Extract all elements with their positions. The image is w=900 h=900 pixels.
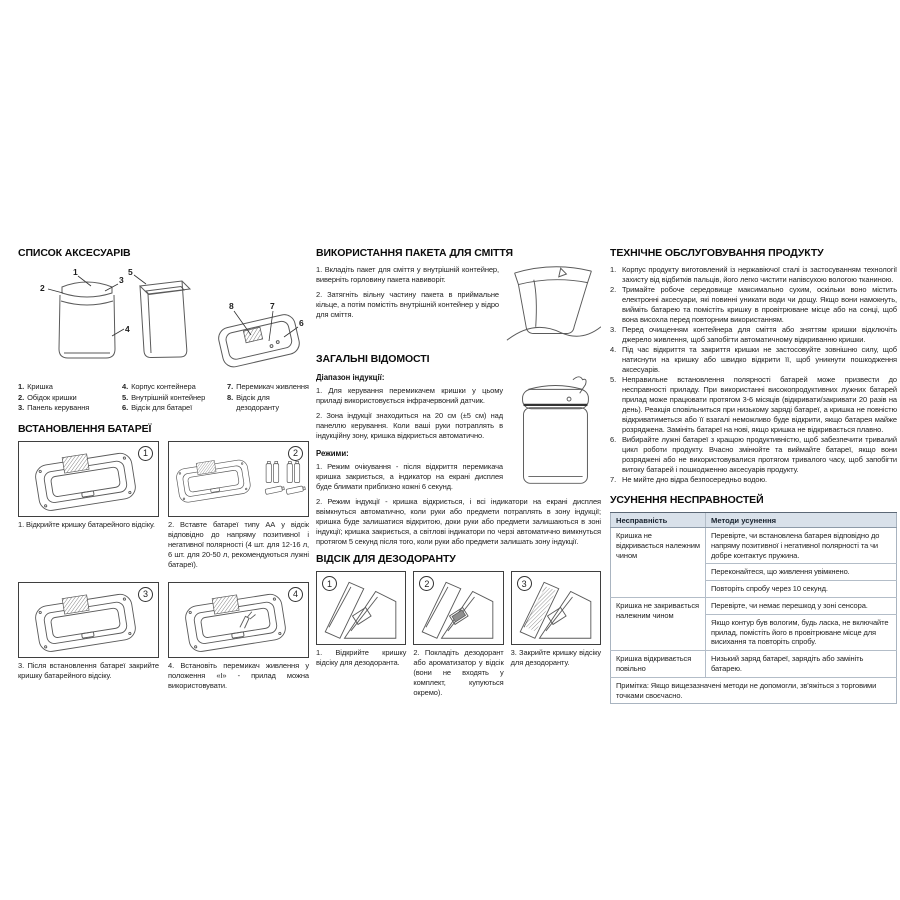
battery-title: ВСТАНОВЛЕННЯ БАТАРЕЇ — [18, 422, 152, 435]
bag-title: ВИКОРИСТАННЯ ПАКЕТА ДЛЯ СМІТТЯ — [316, 247, 513, 259]
maintenance-item: 1. Корпус продукту виготовлений із нержавіючої сталі із застосуванням технології захисту від відбитків пальців, його легко чистити напівсухою вологою тканиною. — [610, 265, 897, 284]
maintenance-item: 5. Неправильне встановлення полярності батарей може призвести до несправності приладу. При використанні високопродуктивних лужних батарей прилад може працювати протягом 3-6 місяців (відкривати/закривати 20 разів на день). Реакція сповільниться при низькому заряді батареї, а кришка не повністю відкриватиметься або її взагалі неможливо буде відкрити, якщо батарея майже розряджена. Замініть батареї на нові, якщо кришка не відкривається плавно. — [610, 375, 897, 434]
modes-item-1: 1. Режим очікування - після відкриття перемикача кришка закриється, а індикатор на екрані дисплея буде блимати приблизно кожні 6 секунд. — [316, 462, 503, 491]
callout-8: 8 — [229, 301, 234, 311]
closed-bin-with-hand-illustration — [509, 373, 601, 497]
step-number-badge: 3 — [138, 587, 153, 602]
step-number-badge: 1 — [322, 576, 337, 591]
method-cell: Якщо контур був вологим, будь ласка, не включайте прилад, помістіть його в провітрюване місце для висихання та повторіть спробу. — [706, 614, 897, 650]
accessory-item: 4. Корпус контейнера — [122, 382, 196, 391]
table-note-row — [611, 677, 897, 704]
table-header-row — [611, 513, 897, 528]
induction-heading: Діапазон індукції: — [316, 373, 385, 382]
battery-step-1-image — [18, 441, 159, 517]
accessory-item: 6. Відсік для батареї — [122, 403, 193, 412]
troubleshooting-table — [610, 512, 897, 704]
deodorant-step-2-caption: 2. Покладіть дезодорант або ароматизатор у відсік (вони не входять у комплект, купуються окремо). — [413, 648, 504, 697]
deodorant-step-1 — [316, 571, 406, 703]
deodorant-step-3-caption: 3. Закрийте кришку відсіку для дезодоранту. — [510, 648, 601, 667]
battery-steps — [18, 441, 309, 696]
induction-item-2: 2. Зона індукції знаходиться на 20 см (±5 см) над панеллю керування. Коли ваші руки потраплять в індукційну зону, кришка відкриється автоматично. — [316, 411, 503, 440]
deodorant-step-2 — [413, 571, 503, 703]
table-row — [611, 651, 897, 678]
step-number-badge: 3 — [517, 576, 532, 591]
battery-step-2-image — [168, 441, 309, 517]
callout-1: 1 — [73, 267, 78, 277]
problem-cell: Кришка відкривається повільно — [611, 651, 706, 678]
accessory-item: 8. Відсік для дезодоранту — [227, 392, 280, 412]
battery-step-3 — [18, 582, 159, 696]
maintenance-item: 4. Під час відкриття та закриття кришки не застосовуйте зовнішню силу, щоб натиснути на кришку або швидко відкрити її, щоб уникнути пошкодження аксесуарів. — [610, 345, 897, 374]
battery-step-3-caption: 3. Після встановлення батареї закрийте кришку батарейного відсіку. — [18, 660, 159, 680]
method-cell: Низький заряд батареї, зарядіть або замініть батарею. — [706, 651, 897, 678]
bag-section — [316, 265, 601, 349]
method-cell: Перевірте, чи немає перешкод у зоні сенсора. — [706, 597, 897, 614]
power-switch-illustration — [179, 587, 299, 653]
lid-underside-illustration — [29, 446, 149, 512]
lid-underside-illustration — [29, 587, 149, 653]
callout-2: 2 — [40, 283, 45, 293]
modes-heading: Режими: — [316, 449, 349, 458]
maintenance-item: 7. Не мийте дно відра безпосередньо водою. — [610, 475, 767, 484]
battery-step-3-image — [18, 582, 159, 658]
battery-step-1-caption: 1. Відкрийте кришку батарейного відсіку. — [18, 519, 155, 529]
method-cell: Повторіть спробу через 10 секунд. — [706, 581, 897, 598]
accessories-list — [18, 382, 309, 414]
battery-step-4-caption: 4. Встановіть перемикач живлення у положення «I» - прилад можна використовувати. — [168, 660, 309, 690]
step-number-badge: 2 — [288, 446, 303, 461]
general-text — [316, 371, 503, 497]
accessory-item: 1. Кришка — [18, 382, 53, 391]
accessory-item: 7. Перемикач живлення — [227, 382, 309, 391]
step-number-badge: 2 — [419, 576, 434, 591]
maintenance-title: ТЕХНІЧНЕ ОБСЛУГОВУВАННЯ ПРОДУКТУ — [610, 247, 824, 259]
problem-cell: Кришка не закривається належним чином — [611, 597, 706, 650]
accessories-title: СПИСОК АКСЕСУАРІВ — [18, 247, 131, 259]
callout-5: 5 — [128, 267, 133, 277]
battery-step-2 — [168, 441, 309, 575]
deodorant-step-3 — [511, 571, 601, 703]
deodorant-title: ВІДСІК ДЛЯ ДЕЗОДОРАНТУ — [316, 553, 456, 565]
deodorant-step-1-image — [316, 571, 406, 645]
troubleshooting-title: УСУНЕННЯ НЕСПРАВНОСТЕЙ — [610, 494, 764, 506]
accessory-item: 5. Внутрішній контейнер — [122, 392, 206, 402]
step-number-badge: 4 — [288, 587, 303, 602]
problem-cell: Кришка не відкривається належним чином — [611, 528, 706, 598]
maintenance-item: 6. Вибирайте лужні батареї з кращою продуктивністю, щоб забезпечити тривалий цикл роботи продукту. Вчасно змінюйте та виймайте батареї, якщо вони розряджені або не використовувалися протягом тривалого часу, щоб запобігти витоку батарей і пошкодженню аксесуарів продукту. — [610, 435, 897, 474]
table-row — [611, 528, 897, 564]
left-column — [18, 247, 309, 696]
column-header-problem: Несправність — [611, 513, 706, 528]
accessory-item: 2. Обідок кришки — [18, 392, 77, 402]
general-section — [316, 371, 601, 497]
bag-step-1: 1. Вкладіть пакет для сміття у внутрішній контейнер, виверніть горловину пакета навиворіт. — [316, 265, 499, 284]
induction-item-1: 1. Для керування перемикачем кришки у цьому приладі використовується інфрачервоний датчик. — [316, 386, 503, 405]
maintenance-item: 2. Тримайте робоче середовище максимально сухим, оскільки воно містить електронні аксесуари, які повинні уникати води чи дощу. Якщо вони намокнуть, вийміть батарею та помістіть кришку в провітрюване місце або на сонці, щоб вона висохла перед повторним використанням. — [610, 285, 897, 324]
middle-column — [316, 247, 601, 703]
callout-6: 6 — [299, 318, 304, 328]
right-column — [610, 247, 897, 704]
table-row — [611, 597, 897, 614]
step-number-badge: 1 — [138, 446, 153, 461]
method-cell: Переконайтеся, що живлення увімкнено. — [706, 564, 897, 581]
deodorant-step-2-image — [413, 571, 503, 645]
deodorant-steps — [316, 571, 601, 703]
battery-step-2-caption: 2. Вставте батареї типу АА у відсік відповідно до напряму позитивної і негативної полярності (4 шт. для 12-16 л, 6 шт. для 20-50 л, рекомендуються лужні батареї). — [168, 519, 309, 569]
maintenance-item: 3. Перед очищенням контейнера для сміття або зняттям кришки відключіть джерело живлення, щоб запобігти автоматичному відкриванню кришки. — [610, 325, 897, 344]
accessory-item: 3. Панель керування — [18, 403, 90, 412]
aa-batteries-illustration — [264, 456, 306, 502]
troubleshooting-note: Примітка: Якщо вищезазначені методи не допомогли, зв'яжіться з торговими точками своєчасно. — [616, 680, 877, 700]
accessories-diagram — [18, 265, 309, 380]
inner-container-with-bag-illustration — [505, 252, 601, 349]
battery-step-1 — [18, 441, 159, 575]
deodorant-step-3-image — [511, 571, 601, 645]
callout-7: 7 — [270, 301, 275, 311]
callout-4: 4 — [125, 324, 130, 334]
battery-step-4-image — [168, 582, 309, 658]
bag-step-2: 2. Затягніть вільну частину пакета в приймальне кільце, а потім помістіть внутрішній контейнер у відро для сміття. — [316, 290, 499, 319]
column-header-methods: Методи усунення — [706, 513, 897, 528]
deodorant-step-1-caption: 1. Відкрийте кришку відсіку для дезодоранта. — [316, 648, 407, 667]
callout-3: 3 — [119, 275, 124, 285]
battery-step-4 — [168, 582, 309, 696]
bag-steps — [316, 265, 499, 349]
method-cell: Перевірте, чи встановлена батарея відповідно до напряму позитивної і негативної полярності та чи добре контактує пружина. — [706, 528, 897, 564]
modes-item-2: 2. Режим індукції - кришка відкриється, і всі індикатори на екрані дисплея ввімкнуться автоматично, коли руки або предмети потраплять в зону індукції; кришка буде залишатися відкритою, доки руки або предмети залишаються в зоні індукції; кришка закриється, а світлові індикатори по черзі автоматично вимкнуться протягом 5 секунд після того, коли руки або предмети залишать зону індукції. — [316, 497, 601, 546]
maintenance-list — [610, 265, 897, 485]
general-title: ЗАГАЛЬНІ ВІДОМОСТІ — [316, 353, 430, 365]
lid-underside-illustration — [172, 449, 260, 509]
